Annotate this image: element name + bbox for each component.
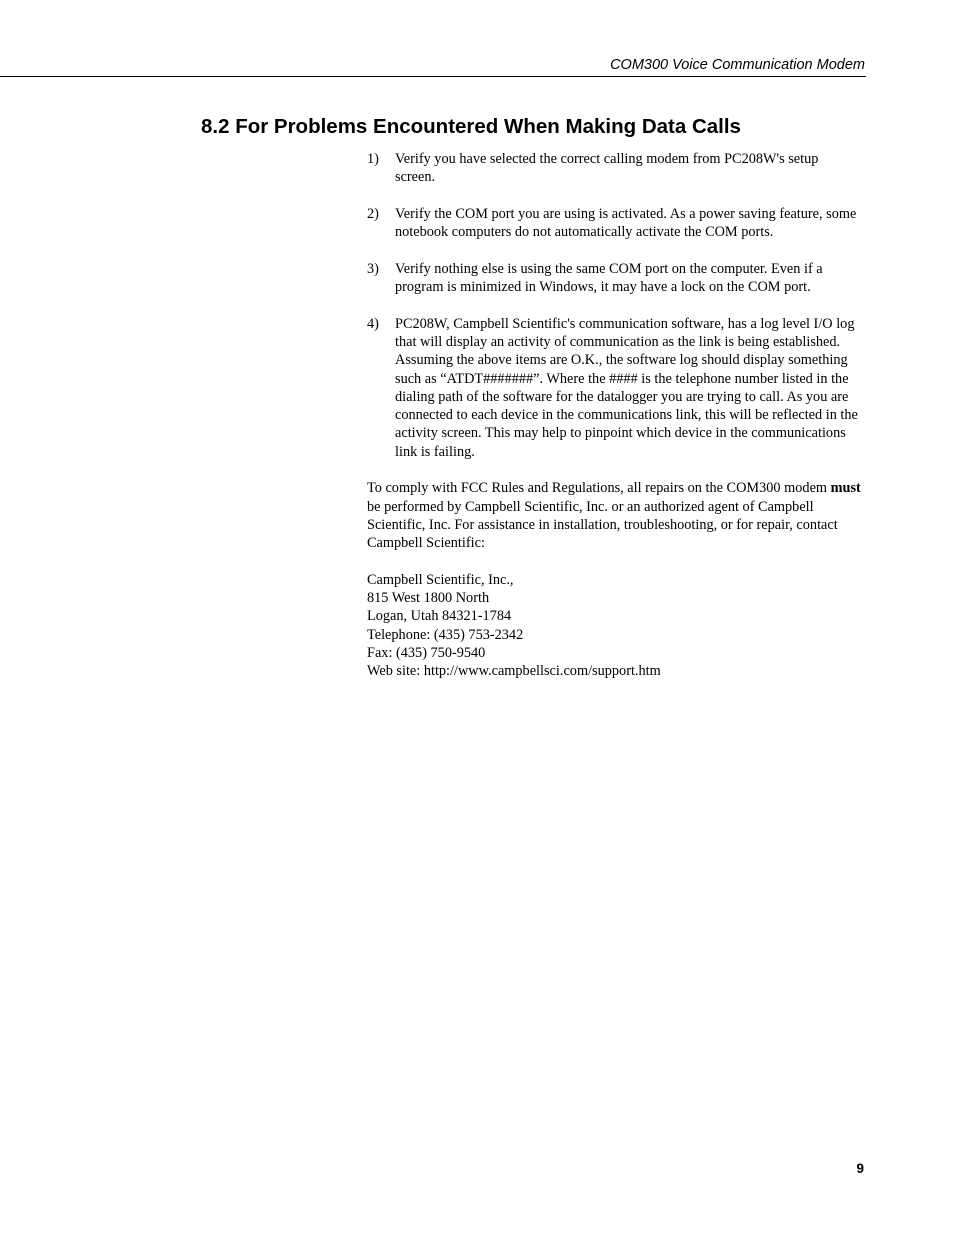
address-company: Campbell Scientific, Inc., (367, 571, 514, 588)
header-rule (0, 76, 866, 77)
step-text: PC208W, Campbell Scientific's communication software, has a log level I/O log that will display an activity of communication as the link is being established. Assuming the above items are O.K., the software log should display something such as “ATDT#######”. Where the #### is the telephone number listed in the dialing path of the software for the datalogger you are trying to call. As you are connected to each device in the communications link, this will be reflected in the activity screen. This may help to pinpoint which device in the communications link is failing. (395, 315, 858, 460)
step-item (367, 315, 862, 461)
step-text: Verify nothing else is using the same COM port on the computer. Even if a program is minimized in Windows, it may have a lock on the COM port. (395, 260, 823, 296)
page-number: 9 (856, 1161, 864, 1176)
address-city: Logan, Utah 84321-1784 (367, 608, 512, 625)
troubleshooting-steps (367, 150, 862, 461)
step-text: Verify the COM port you are using is activated. As a power saving feature, some notebook computers do not automatically activate the COM ports. (395, 205, 857, 241)
running-header: COM300 Voice Communication Modem (610, 57, 865, 73)
step-item (367, 260, 862, 297)
address-street: 815 West 1800 North (367, 590, 490, 607)
step-item (367, 205, 862, 242)
contact-address (367, 571, 862, 681)
address-fax: Fax: (435) 750-9540 (367, 645, 486, 662)
fcc-compliance-paragraph (367, 479, 862, 552)
body-column (367, 150, 862, 681)
fcc-text-after: be performed by Campbell Scientific, Inc. or an authorized agent of Campbell Scientific, Inc. For assistance in installation, troubleshooting, or for repair, contact Campbell Scientific: (367, 498, 838, 552)
step-text: Verify you have selected the correct calling modem from PC208W's setup screen. (395, 151, 819, 186)
section-title: 8.2 For Problems Encountered When Making Data Calls (201, 115, 741, 138)
step-number: 1) (367, 151, 379, 167)
step-item (367, 150, 862, 187)
address-website: Web site: http://www.campbellsci.com/support.htm (367, 663, 661, 680)
step-number: 2) (367, 205, 379, 222)
fcc-emphasis: must (830, 480, 861, 497)
step-number: 3) (367, 260, 379, 277)
step-number: 4) (367, 315, 379, 332)
fcc-text-before: To comply with FCC Rules and Regulations, all repairs on the COM300 modem (367, 480, 831, 497)
address-telephone: Telephone: (435) 753-2342 (367, 626, 524, 643)
